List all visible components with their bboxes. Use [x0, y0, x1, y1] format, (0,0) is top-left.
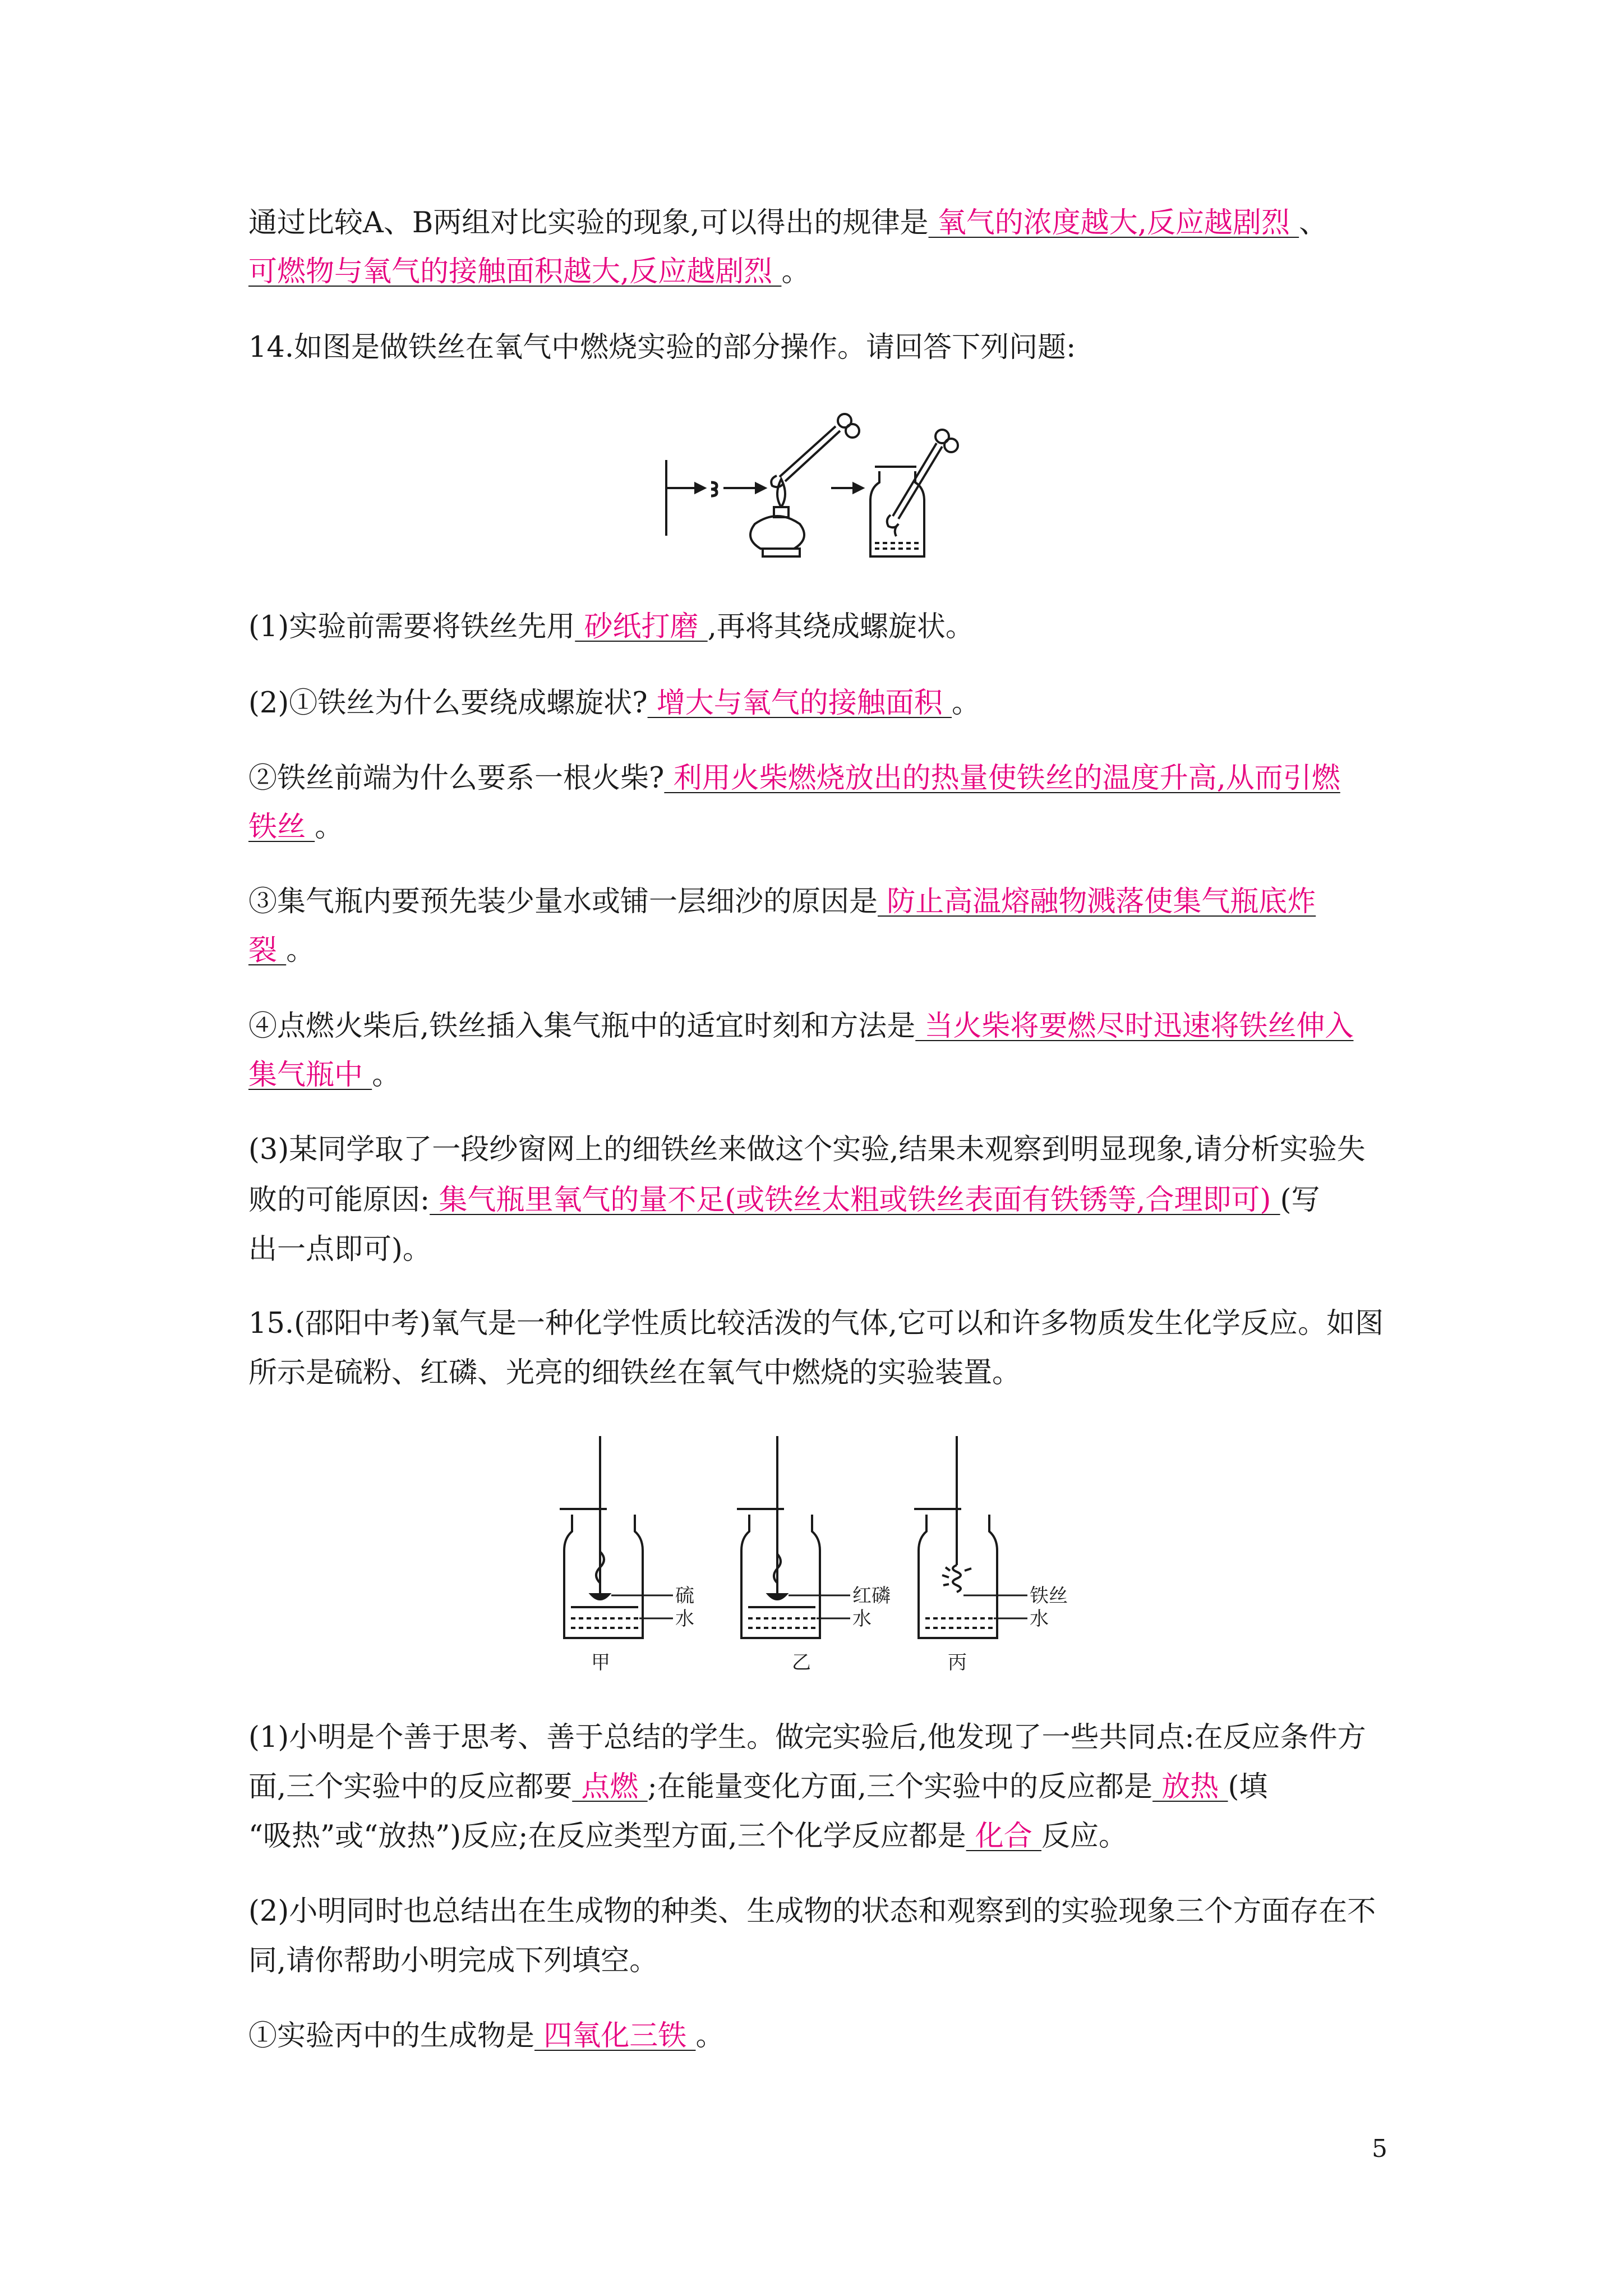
answer-blank: 放热 — [1152, 1770, 1228, 1803]
q15-part-1-line-1: (1)小明是个善于思考、善于总结的学生。做完实验后,他发现了一些共同点:在反应条件方 — [248, 1721, 1366, 1754]
combustion-spoon-icon — [591, 1436, 609, 1599]
answer-blank: 铁丝 — [248, 811, 315, 844]
jar-1-liquid-label: 水 — [675, 1608, 694, 1630]
answer-blank: 集气瓶中 — [248, 1059, 372, 1092]
coiled-wire-icon — [711, 482, 717, 496]
page-number: 5 — [1372, 2134, 1387, 2163]
q14-part-2a: (2)①铁丝为什么要绕成螺旋状? 增大与氧气的接触面积 。 — [248, 687, 981, 720]
q14-part-2c-line-1: ③集气瓶内要预先装少量水或铺一层细沙的原因是 防止高温熔融物溅落使集气瓶底炸 — [248, 885, 1316, 918]
q14-part-2d-line-2: 集气瓶中 。 — [248, 1059, 401, 1092]
q15-part-2-line-2: 同,请你帮助小明完成下列填空。 — [248, 1944, 658, 1977]
q14-part-2b-line-1: ②铁丝前端为什么要系一根火柴? 利用火柴燃烧放出的热量使铁丝的温度升高,从而引燃 — [248, 762, 1340, 795]
answer-blank: 利用火柴燃烧放出的热量使铁丝的温度升高,从而引燃 — [664, 762, 1340, 795]
jar-3-substance-label: 铁丝 — [1030, 1585, 1068, 1607]
combustion-spoon-icon — [768, 1436, 786, 1599]
intro-line-1: 通过比较A、B两组对比实验的现象,可以得出的规律是 氧气的浓度越大,反应越剧烈 、 — [248, 206, 1328, 240]
crucible-tongs-icon — [887, 430, 958, 536]
q15-part-2a: ①实验丙中的生成物是 四氧化三铁 。 — [248, 2019, 725, 2053]
q14-part-3-line-1: (3)某同学取了一段纱窗网上的细铁丝来做这个实验,结果未观察到明显现象,请分析实验失 — [248, 1133, 1366, 1166]
answer-blank: 砂纸打磨 — [575, 610, 708, 643]
q15-part-2-line-1: (2)小明同时也总结出在生成物的种类、生成物的状态和观察到的实验现象三个方面存在不 — [248, 1895, 1376, 1928]
answer-blank: 裂 — [248, 934, 287, 967]
q14-part-3-line-2: 败的可能原因: 集气瓶里氧气的量不足(或铁丝太粗或铁丝表面有铁锈等,合理即可) (写 — [248, 1184, 1320, 1217]
q14-stem: 14.如图是做铁丝在氧气中燃烧实验的部分操作。请回答下列问题: — [248, 331, 1076, 364]
answer-blank: 防止高温熔融物溅落使集气瓶底炸 — [878, 885, 1316, 918]
jar-2-substance-label: 红磷 — [852, 1585, 891, 1607]
answer-blank: 集气瓶里氧气的量不足(或铁丝太粗或铁丝表面有铁锈等,合理即可) — [430, 1184, 1280, 1217]
arrow-icon — [666, 484, 704, 493]
answer-blank: 可燃物与氧气的接触面积越大,反应越剧烈 — [248, 255, 782, 288]
iron-wire-coil-icon — [942, 1436, 971, 1592]
answer-blank: 点燃 — [572, 1770, 648, 1803]
arrow-icon — [723, 484, 765, 493]
answer-blank: 四氧化三铁 — [534, 2019, 696, 2053]
jar-2-liquid-label: 水 — [852, 1608, 872, 1630]
jar-1-label: 甲 — [591, 1651, 610, 1674]
intro-line-2: 可燃物与氧气的接触面积越大,反应越剧烈 。 — [248, 255, 810, 288]
q14-iron-wire-procedure-figure — [662, 404, 976, 567]
crucible-tongs-icon — [771, 414, 859, 487]
jar-1-substance-label: 硫 — [675, 1585, 694, 1607]
q15-part-1-line-2: 面,三个实验中的反应都要 点燃 ;在能量变化方面,三个实验中的反应都是 放热 (填 — [248, 1770, 1268, 1803]
q15-stem-line-1: 15.(邵阳中考)氧气是一种化学性质比较活泼的气体,它可以和许多物质发生化学反应。如图 — [248, 1307, 1384, 1340]
q15-part-1-line-3: “吸热”或“放热”)反应;在反应类型方面,三个化学反应都是 化合 反应。 — [248, 1820, 1128, 1853]
arrow-icon — [831, 484, 863, 493]
answer-blank: 氧气的浓度越大,反应越剧烈 — [928, 206, 1299, 240]
answer-blank: 化合 — [966, 1820, 1042, 1853]
q14-part-3-line-3: 出一点即可)。 — [248, 1233, 431, 1266]
answer-blank: 当火柴将要燃尽时迅速将铁丝伸入 — [915, 1010, 1354, 1043]
q14-part-1: (1)实验前需要将铁丝先用 砂纸打磨 ,再将其绕成螺旋状。 — [248, 610, 974, 643]
jar-3-label: 丙 — [948, 1651, 967, 1674]
jar-3-liquid-label: 水 — [1030, 1608, 1049, 1630]
gas-jar-icon — [870, 467, 924, 556]
q14-part-2d-line-1: ④点燃火柴后,铁丝插入集气瓶中的适宜时刻和方法是 当火柴将要燃尽时迅速将铁丝伸入 — [248, 1010, 1354, 1043]
q15-combustion-apparatus-figure — [555, 1436, 1094, 1677]
q15-stem-line-2: 所示是硫粉、红磷、光亮的细铁丝在氧气中燃烧的实验装置。 — [248, 1356, 1021, 1389]
answer-blank: 增大与氧气的接触面积 — [647, 687, 952, 720]
q14-part-2c-line-2: 裂 。 — [248, 934, 315, 967]
q14-part-2b-line-2: 铁丝 。 — [248, 811, 344, 844]
jar-2-label: 乙 — [792, 1651, 811, 1674]
